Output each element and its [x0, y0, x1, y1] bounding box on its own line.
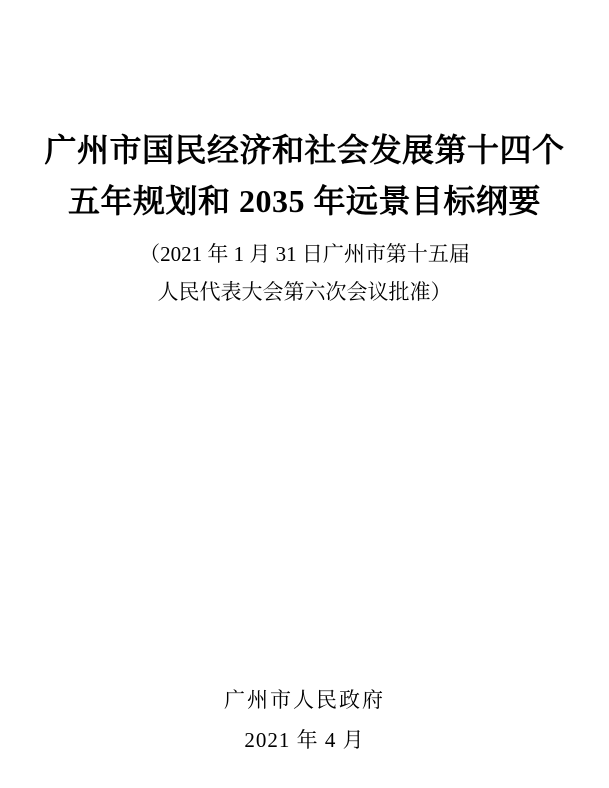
document-title-line-1: 广州市国民经济和社会发展第十四个 — [44, 132, 565, 168]
approval-note — [0, 235, 609, 311]
publisher-name: 广州市人民政府 — [224, 688, 385, 712]
approval-note-line-1: （2021 年 1 月 31 日广州市第十五届 — [139, 242, 470, 266]
document-title-line-2: 五年规划和 2035 年远景目标纲要 — [67, 183, 541, 219]
publisher-block — [0, 680, 609, 760]
publish-date: 2021 年 4 月 — [244, 728, 365, 752]
approval-note-line-2: 人民代表大会第六次会议批准） — [157, 280, 452, 304]
document-title — [0, 125, 609, 227]
